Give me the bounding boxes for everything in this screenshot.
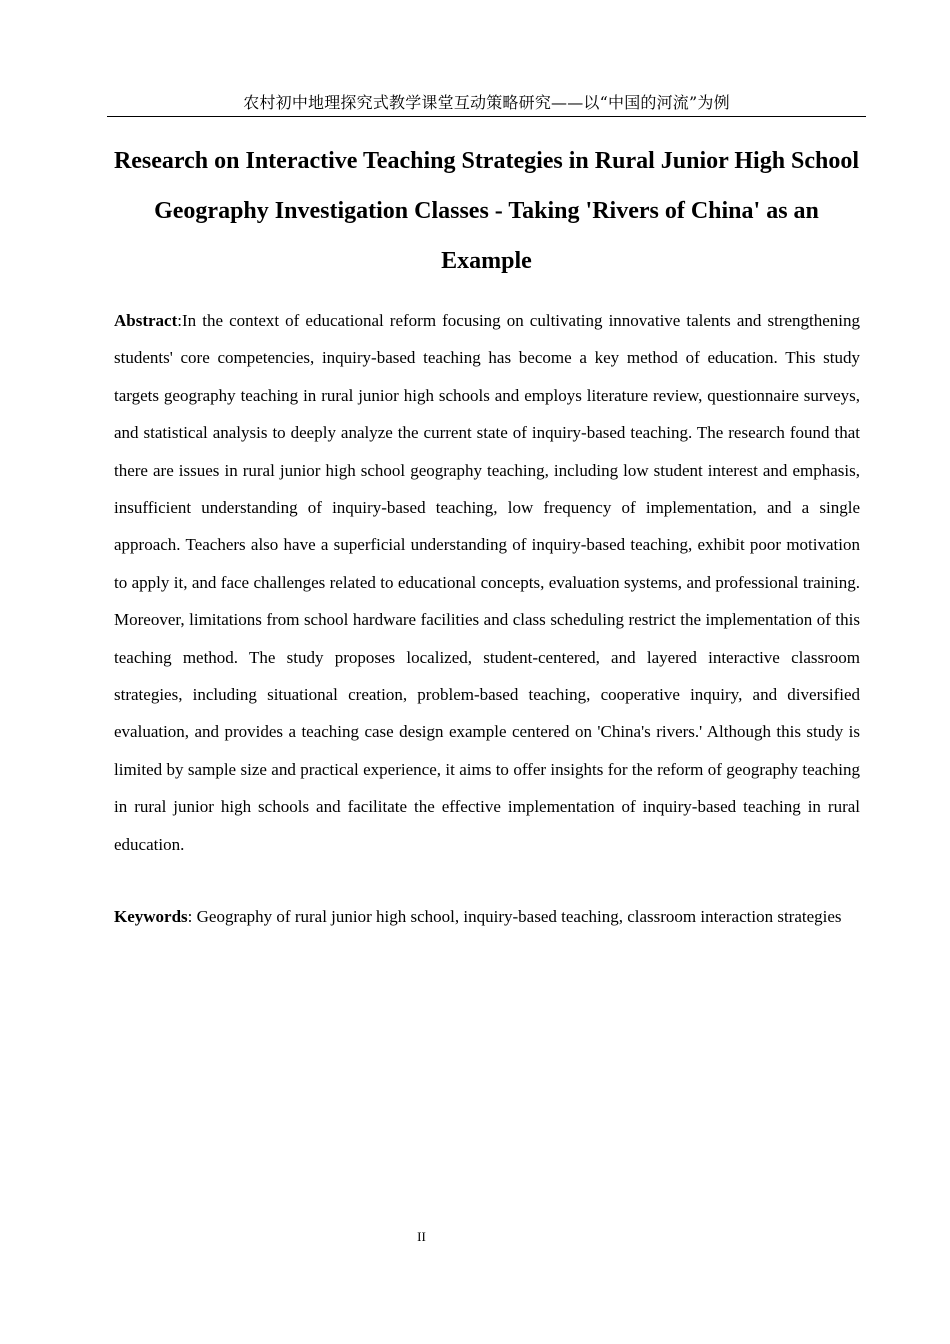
keywords-separator: : bbox=[187, 907, 197, 926]
keywords-paragraph bbox=[114, 898, 860, 935]
page-number: II bbox=[417, 1229, 426, 1244]
keywords-text: Geography of rural junior high school, inquiry-based teaching, classroom interaction strategies bbox=[196, 907, 842, 926]
abstract-separator: : bbox=[177, 311, 182, 330]
abstract-paragraph bbox=[114, 302, 860, 863]
abstract-text: In the context of educational reform focusing on cultivating innovative talents and strengthening students' core competencies, inquiry-based teaching has become a key method of education. This study targets geography teaching in rural junior high schools and employs literature review, questionnaire surveys, and statistical analysis to deeply analyze the current state of inquiry-based teaching. The research found that there are issues in rural junior high school geography teaching, including low student interest and emphasis, insufficient understanding of inquiry-based teaching, low frequency of implementation, and a single approach. Teachers also have a superficial understanding of inquiry-based teaching, exhibit poor motivation to apply it, and face challenges related to educational concepts, evaluation systems, and professional training. Moreover, limitations from school hardware facilities and class scheduling restrict the implementation of this teaching method. The study proposes localized, student-centered, and layered interactive classroom strategies, including situational creation, problem-based teaching, cooperative inquiry, and diversified evaluation, and provides a teaching case design example centered on 'China's rivers.' Although this study is limited by sample size and practical experience, it aims to offer insights for the reform of geography teaching in rural junior high schools and facilitate the effective implementation of inquiry-based teaching in rural education. bbox=[114, 311, 860, 854]
keywords-label: Keywords bbox=[114, 907, 188, 926]
running-header-title: 农村初中地理探究式教学课堂互动策略研究——以“中国的河流”为例 bbox=[243, 93, 730, 112]
paper-title: Research on Interactive Teaching Strategies in Rural Junior High School Geography Investigation Classes - Taking 'Rivers of China' as an Example bbox=[113, 148, 860, 274]
abstract-label: Abstract bbox=[114, 311, 178, 330]
running-header bbox=[107, 92, 866, 117]
